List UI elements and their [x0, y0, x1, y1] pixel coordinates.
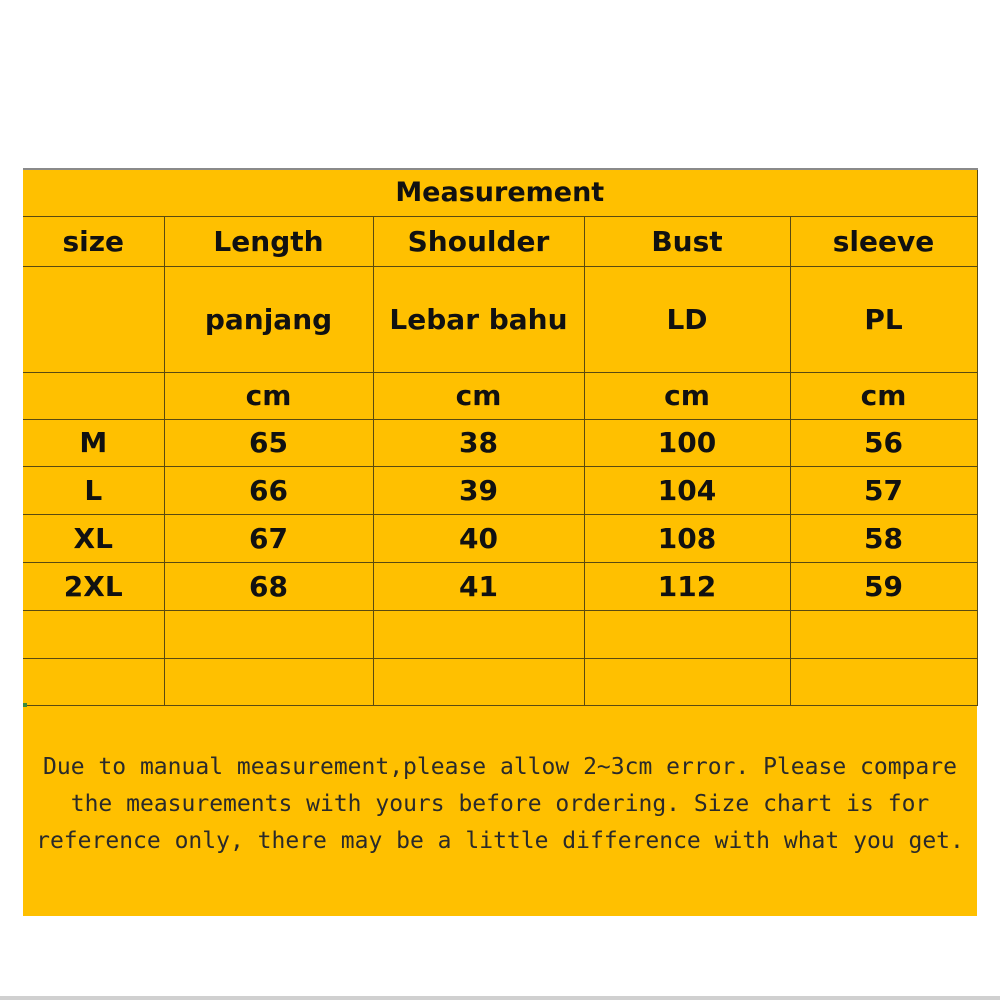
length-cell: 67: [164, 514, 373, 562]
size-cell: 2XL: [23, 562, 164, 610]
sleeve-cell: 57: [790, 466, 977, 514]
bottom-divider: [0, 996, 1000, 1000]
header-row: [23, 216, 977, 266]
length-cell: 68: [164, 562, 373, 610]
header-bust: Bust: [584, 216, 790, 266]
unit-sleeve: cm: [790, 372, 977, 419]
table-row: [23, 419, 977, 466]
translation-row: [23, 266, 977, 372]
shoulder-cell: 38: [373, 419, 584, 466]
length-cell: 65: [164, 419, 373, 466]
sleeve-cell: 56: [790, 419, 977, 466]
empty-row: [23, 658, 977, 705]
unit-shoulder: cm: [373, 372, 584, 419]
size-cell: M: [23, 419, 164, 466]
unit-size: [23, 372, 164, 419]
bust-cell: 108: [584, 514, 790, 562]
size-cell: L: [23, 466, 164, 514]
unit-row: [23, 372, 977, 419]
cell-corner-marker: [23, 703, 27, 707]
sleeve-cell: 59: [790, 562, 977, 610]
size-chart: [23, 168, 977, 916]
table-title: Measurement: [23, 169, 977, 216]
header-sleeve: sleeve: [790, 216, 977, 266]
header-size: size: [23, 216, 164, 266]
translation-size: [23, 266, 164, 372]
header-shoulder: Shoulder: [373, 216, 584, 266]
unit-length: cm: [164, 372, 373, 419]
bust-cell: 104: [584, 466, 790, 514]
table-row: [23, 514, 977, 562]
translation-sleeve: PL: [790, 266, 977, 372]
measurement-table: [23, 168, 978, 706]
empty-row: [23, 610, 977, 658]
table-row: [23, 562, 977, 610]
header-length: Length: [164, 216, 373, 266]
title-row: [23, 169, 977, 216]
sleeve-cell: 58: [790, 514, 977, 562]
length-cell: 66: [164, 466, 373, 514]
disclaimer-text: Due to manual measurement,please allow 2~3cm error. Please compare the measurements with yours before ordering. Size chart is for reference only, there may be a little difference with what you get.: [36, 753, 964, 854]
shoulder-cell: 41: [373, 562, 584, 610]
bust-cell: 100: [584, 419, 790, 466]
translation-length: panjang: [164, 266, 373, 372]
shoulder-cell: 40: [373, 514, 584, 562]
shoulder-cell: 39: [373, 466, 584, 514]
disclaimer-note: [23, 704, 977, 916]
bust-cell: 112: [584, 562, 790, 610]
size-cell: XL: [23, 514, 164, 562]
translation-bust: LD: [584, 266, 790, 372]
table-row: [23, 466, 977, 514]
translation-shoulder: Lebar bahu: [373, 266, 584, 372]
unit-bust: cm: [584, 372, 790, 419]
